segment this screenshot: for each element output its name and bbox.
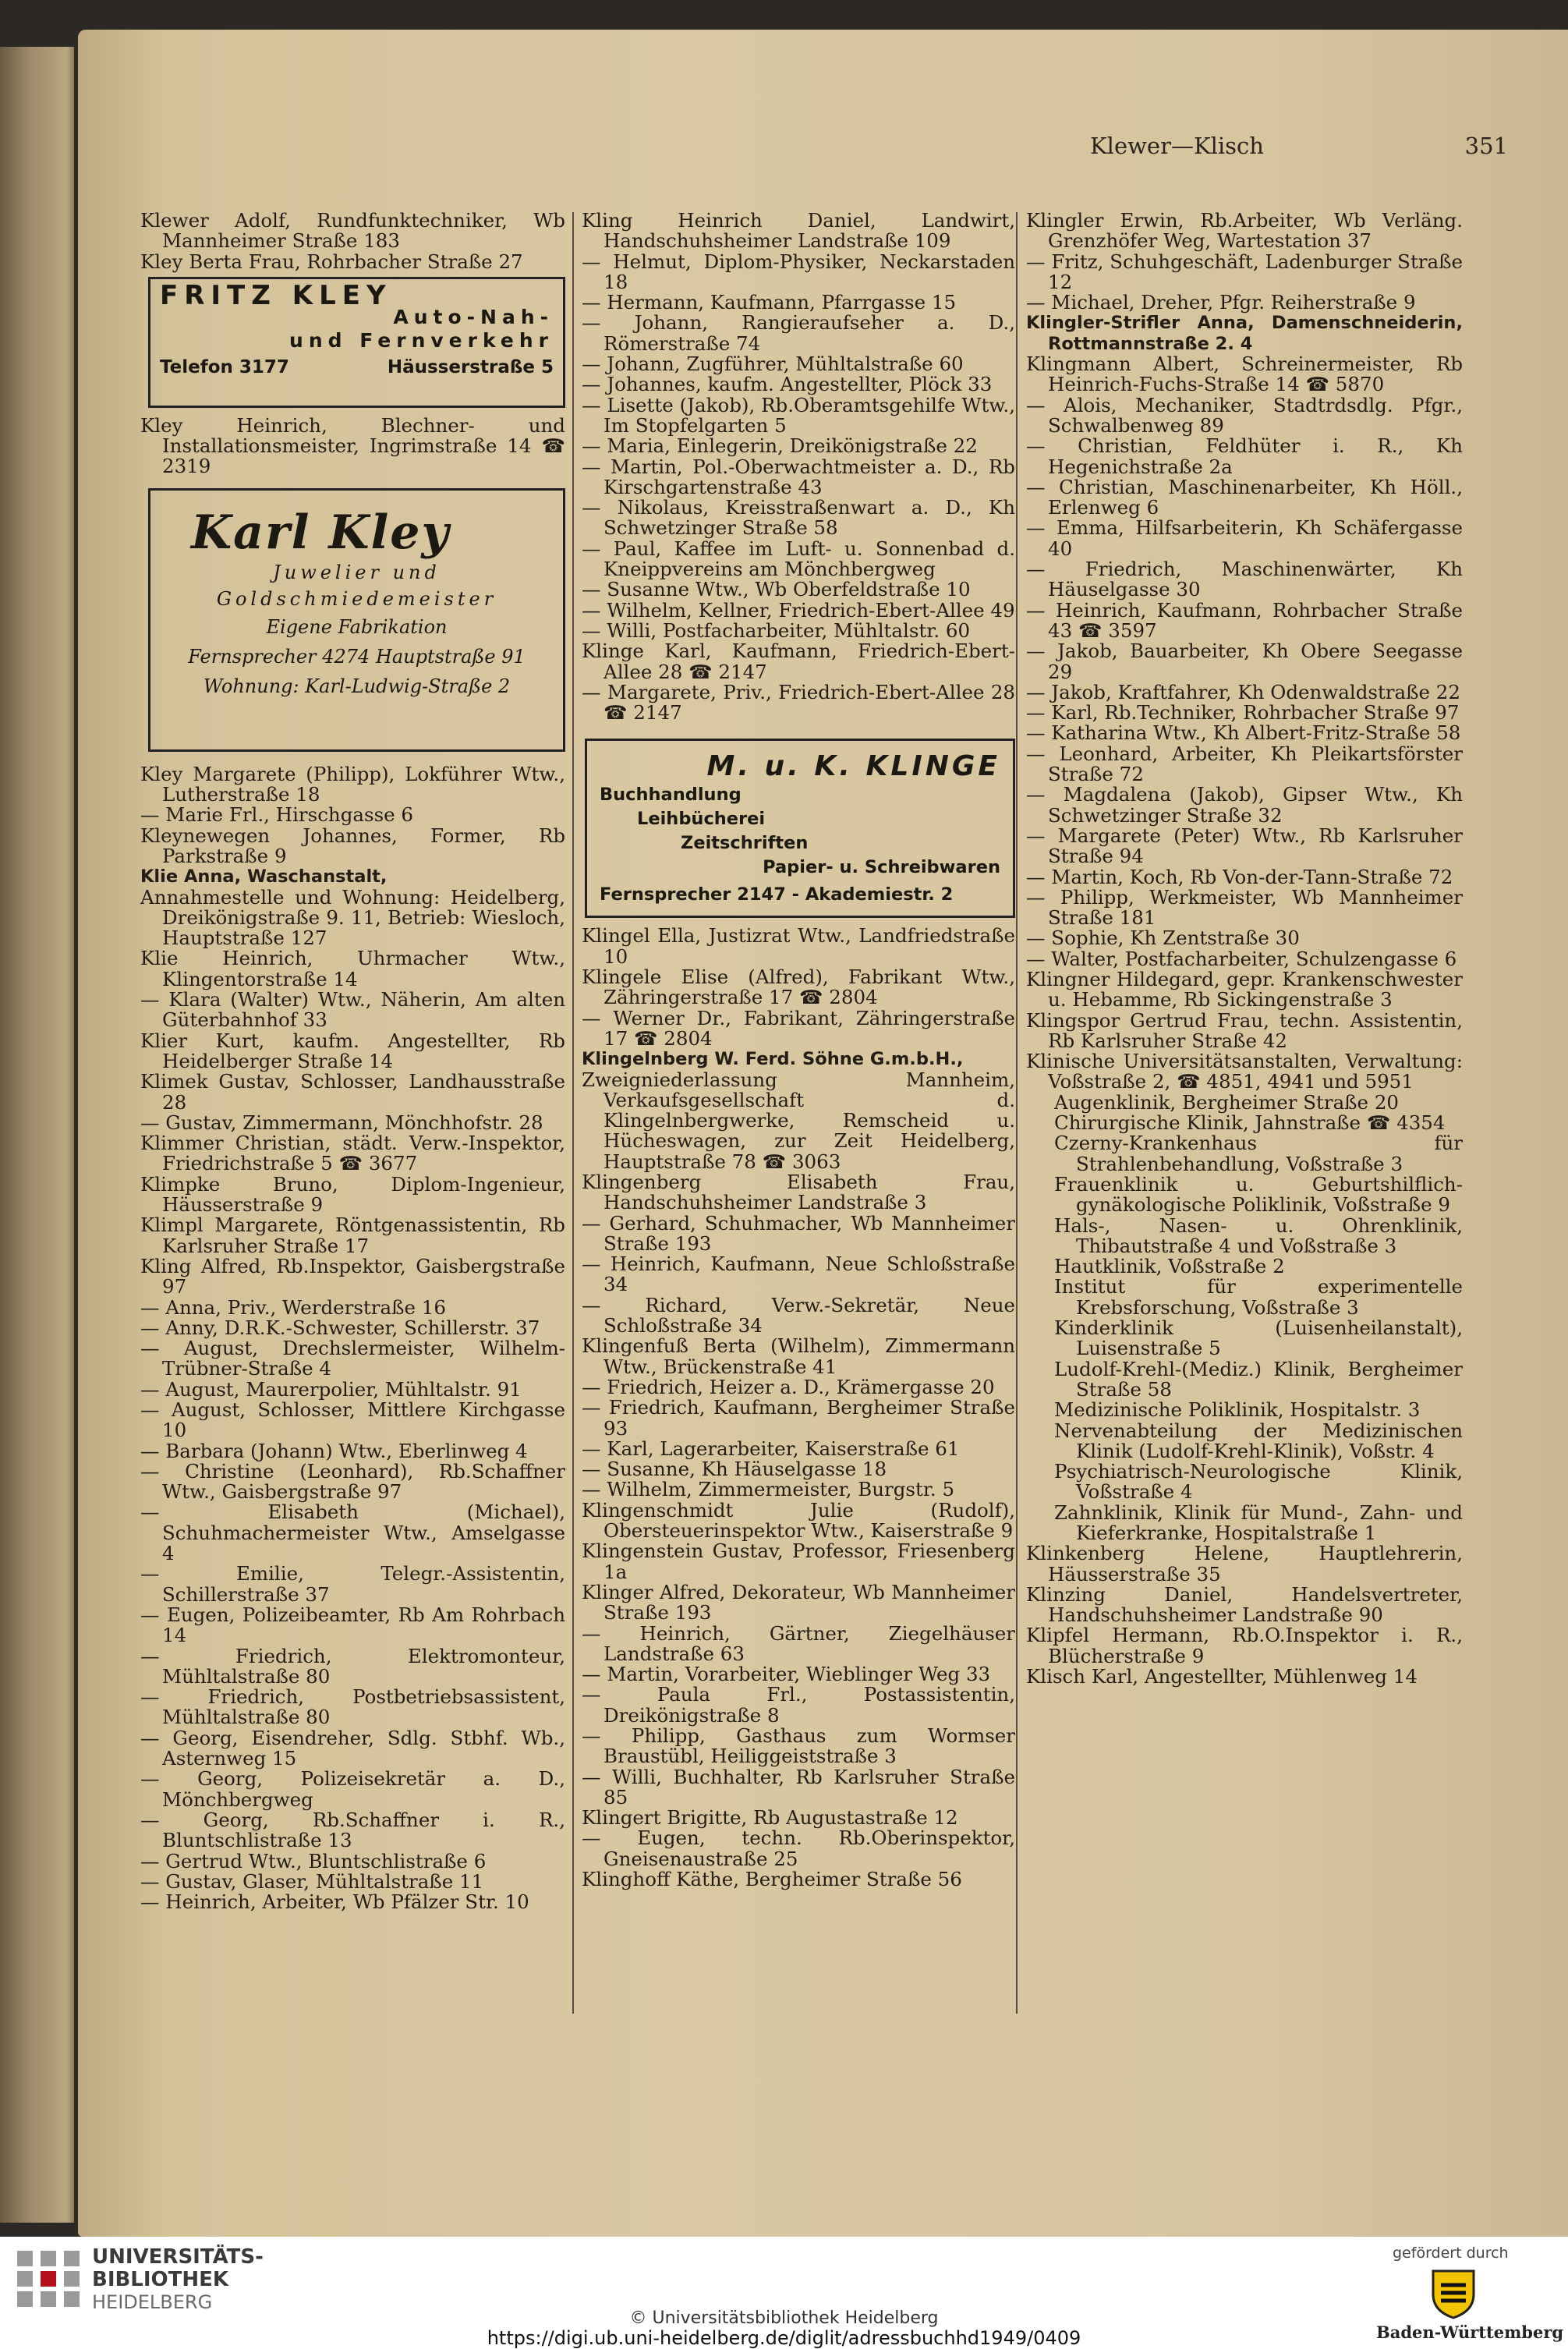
advert-klinge [585,739,1015,918]
entry: Klier Kurt, kaufm. Angestellter, Rb Heidelberger Straße 14 [140,1029,565,1072]
entry-sub: Augenklinik, Bergheimer Straße 20 [1054,1090,1400,1114]
entry: Klinge Karl, Kaufmann, Friedrich-Ebert-Allee 28 ☎ 2147 [582,640,1015,683]
entry-sub: Hals-, Nasen- u. Ohrenklinik, Thibautstraße 4 und Voßstraße 3 [1054,1213,1463,1257]
entry: — Klara (Walter) Wtw., Näherin, Am alten Güterbahnhof 33 [140,988,565,1032]
entry: Klingert Brigitte, Rb Augustastraße 12 [582,1806,958,1830]
entry: — Leonhard, Arbeiter, Kh Pleikartsförster Straße 72 [1026,742,1463,786]
entry: Klinghoff Käthe, Bergheimer Straße 56 [582,1868,962,1891]
entry: — Anna, Priv., Werderstraße 16 [140,1295,446,1319]
entry: — Karl, Lagerarbeiter, Kaiserstraße 61 [582,1437,960,1460]
entry: — Karl, Rb.Techniker, Rohrbacher Straße 97 [1026,701,1460,725]
entry: Klimmer Christian, städt. Verw.-Inspektor, Friedrichstraße 5 ☎ 3677 [140,1132,565,1175]
entry: — Elisabeth (Michael), Schuhmachermeister Wtw., Amselgasse 4 [140,1500,565,1565]
copyright-notice: © Universitätsbibliothek Heidelberg [629,2308,939,2328]
ub-heidelberg-logo [14,2246,84,2310]
entry: — Gertrud Wtw., Bluntschlistraße 6 [140,1849,487,1872]
entry-sub: Czerny-Krankenhaus für Strahlenbehandlung, Voßstraße 3 [1054,1132,1463,1175]
entry: — Susanne, Kh Häuselgasse 18 [582,1458,887,1481]
entry: — Philipp, Werkmeister, Wb Mannheimer Straße 181 [1026,885,1463,930]
entry: Klingel Ella, Justizrat Wtw., Landfriedstraße 10 [582,924,1015,968]
entry: — Christine (Leonhard), Rb.Schaffner Wtw., Gaisbergstraße 97 [140,1459,565,1504]
entry: — Martin, Vorarbeiter, Wieblinger Weg 33 [582,1663,991,1686]
entry: Klisch Karl, Angestellter, Mühlenweg 14 [1026,1665,1418,1688]
entry: — Heinrich, Gärtner, Ziegelhäuser Landstraße 63 [582,1621,1015,1665]
entry: Klimek Gustav, Schlosser, Landhausstraße 28 [140,1070,565,1114]
entry: — Alois, Mechaniker, Stadtrdsdlg. Pfgr., Schwalbenweg 89 [1026,393,1463,437]
advert-title: M. u. K. KLINGE [706,750,1000,783]
entry: — August, Schlosser, Mittlere Kirchgasse 10 [140,1398,565,1442]
advert-line: Juwelier und [273,561,441,583]
entry: — Maria, Einlegerin, Dreikönigstraße 22 [582,434,978,458]
entry: — Johann, Zugführer, Mühltalstraße 60 [582,353,964,376]
entry: Klingler Erwin, Rb.Arbeiter, Wb Verläng. Grenzhöfer Weg, Wartestation 37 [1026,209,1463,253]
entry: — Emma, Hilfsarbeiterin, Kh Schäfergasse 40 [1026,516,1463,560]
advert-phone: Telefon 3177 [160,357,289,378]
entry: — Friedrich, Heizer a. D., Krämergasse 20 [582,1375,995,1398]
entry: — Barbara (Johann) Wtw., Eberlinweg 4 [140,1439,528,1462]
entry: — Walter, Postfacharbeiter, Schulzengasse 6 [1026,947,1457,970]
entry: — Martin, Koch, Rb Von-der-Tann-Straße 72 [1026,865,1453,888]
funded-by-label: gefördert durch [1393,2244,1509,2262]
entry: — Sophie, Kh Zentstraße 30 [1026,926,1300,950]
entry-sub: Psychiatrisch-Neurologische Klinik, Voßstraße 4 [1054,1460,1463,1504]
advert-line: Eigene Fabrikation [266,615,448,638]
entry: — Gustav, Zimmermann, Mönchhofstr. 28 [140,1111,543,1134]
entry: Klipfel Hermann, Rb.O.Inspektor i. R., Blücherstraße 9 [1026,1624,1463,1667]
entry: — Eugen, techn. Rb.Oberinspektor, Gneisenaustraße 25 [582,1826,1015,1870]
entry: — Gerhard, Schuhmacher, Wb Mannheimer Straße 193 [582,1211,1015,1255]
entry: — Marie Frl., Hirschgasse 6 [140,803,414,827]
entry-bold: Klie Anna, Waschanstalt, [140,866,388,888]
running-head: Klewer—Klisch [1090,133,1264,159]
entry: Klewer Adolf, Rundfunktechniker, Wb Mannheimer Straße 183 [140,209,565,253]
entry: Klimpke Bruno, Diplom-Ingenieur, Häusserstraße 9 [140,1172,565,1217]
entry: Kley Berta Frau, Rohrbacher Straße 27 [140,250,523,273]
entry-bold: Klingler-Strifler Anna, Damenschneiderin, Rottmannstraße 2. 4 [1026,313,1463,354]
entry: Kley Heinrich, Blechner- und Installationsmeister, Ingrimstraße 14 ☎ 2319 [140,413,565,478]
entry: — Johannes, kaufm. Angestellter, Plöck 33 [582,373,993,396]
entry: — Johann, Rangieraufseher a. D., Römerstraße 74 [582,311,1015,355]
entry: — August, Maurerpolier, Mühltalstr. 91 [140,1377,522,1401]
advert-line: Auto-Nah- [393,306,554,329]
entry: — Fritz, Schuhgeschäft, Ladenburger Straße 12 [1026,250,1463,293]
entry: — Heinrich, Kaufmann, Neue Schloßstraße 34 [582,1252,1015,1296]
entry: Klinzing Daniel, Handelsvertreter, Handschuhsheimer Landstraße 90 [1026,1582,1463,1627]
advert-line: Papier- u. Schreibwaren [763,857,1000,878]
entry: Klingner Hildegard, gepr. Krankenschwester u. Hebamme, Rb Sickingenstraße 3 [1026,967,1463,1012]
entry: Klingele Elise (Alfred), Fabrikant Wtw., Zähringerstraße 17 ☎ 2804 [582,965,1015,1009]
entry: — Philipp, Gasthaus zum Wormser Braustübl, Heiliggeiststraße 3 [582,1724,1015,1768]
entry: — Paul, Kaffee im Luft- u. Sonnenbad d. Kneippvereins am Mönchbergweg [582,537,1015,581]
advert-title: Karl Kley [191,505,451,560]
entry: Klingmann Albert, Schreinermeister, Rb Heinrich-Fuchs-Straße 14 ☎ 5870 [1026,353,1463,396]
entry: Kling Alfred, Rb.Inspektor, Gaisbergstraße 97 [140,1254,565,1299]
entry-sub: Ludolf-Krehl-(Mediz.) Klinik, Bergheimer Straße 58 [1054,1357,1463,1401]
entry: — Friedrich, Maschinenwärter, Kh Häuselgasse 30 [1026,558,1463,601]
advert-fritz-kley [148,277,565,408]
entry: — Susanne Wtw., Wb Oberfeldstraße 10 [582,578,971,601]
entry: Klingenstein Gustav, Professor, Friesenberg 1a [582,1539,1015,1583]
entry: — Wilhelm, Zimmermeister, Burgstr. 5 [582,1478,955,1501]
entry-sub: Medizinische Poliklinik, Hospitalstr. 3 [1054,1398,1421,1422]
entry: — Martin, Pol.-Oberwachtmeister a. D., Rb Kirschgartenstraße 43 [582,455,1015,498]
entry: Klingenschmidt Julie (Rudolf), Obersteuerinspektor Wtw., Kaiserstraße 9 [582,1498,1015,1543]
entry-bold: Klingelnberg W. Ferd. Söhne G.m.b.H., [582,1049,964,1070]
entry: — Werner Dr., Fabrikant, Zähringerstraße 17 ☎ 2804 [582,1006,1015,1050]
library-name-line: BIBLIOTHEK [92,2268,229,2291]
entry: — Nikolaus, Kreisstraßenwart a. D., Kh Schwetzinger Straße 58 [582,496,1015,540]
entry: — Friedrich, Kaufmann, Bergheimer Straße 93 [582,1396,1015,1440]
entry: Klinger Alfred, Dekorateur, Wb Mannheimer Straße 193 [582,1580,1015,1624]
previous-page-edge [0,47,74,2223]
entry: — Emilie, Telegr.-Assistentin, Schillerstraße 37 [140,1562,565,1606]
entry: — Gustav, Glaser, Mühltalstraße 11 [140,1869,484,1893]
entry-sub: Frauenklinik u. Geburtshilflich-gynäkologische Poliklinik, Voßstraße 9 [1054,1172,1463,1217]
entry-sub: Institut für experimentelle Krebsforschung, Voßstraße 3 [1054,1275,1463,1319]
advert-line: Leihbücherei [637,809,766,830]
entry: — Margarete (Peter) Wtw., Rb Karlsruher Straße 94 [1026,824,1463,868]
entry: — Georg, Eisendreher, Sdlg. Stbhf. Wb., Asternweg 15 [140,1726,565,1770]
library-name-line: UNIVERSITÄTS- [92,2245,264,2269]
advert-line: Buchhandlung [600,785,742,806]
entry: — Paula Frl., Postassistentin, Dreikönigstraße 8 [582,1683,1015,1727]
funder-name: Baden-Württemberg [1376,2322,1564,2342]
entry: Klimpl Margarete, Röntgenassistentin, Rb Karlsruher Straße 17 [140,1213,565,1257]
entry: Kling Heinrich Daniel, Landwirt, Handschuhsheimer Landstraße 109 [582,209,1015,253]
entry: Klingspor Gertrud Frau, techn. Assistentin, Rb Karlsruher Straße 42 [1026,1008,1463,1052]
entry: Annahmestelle und Wohnung: Heidelberg, Dreikönigstraße 9. 11, Betrieb: Wiesloch, Hauptstraße 127 [140,885,565,950]
entry: — Richard, Verw.-Sekretär, Neue Schloßstraße 34 [582,1293,1015,1337]
advert-line: Zeitschriften [681,833,809,854]
entry: — Friedrich, Postbetriebsassistent, Mühltalstraße 80 [140,1685,565,1729]
column-1 [140,211,565,1912]
entry: Klinkenberg Helene, Hauptlehrerin, Häusserstraße 35 [1026,1542,1463,1585]
entry: — Heinrich, Arbeiter, Wb Pfälzer Str. 10 [140,1890,529,1914]
column-3 [1026,211,1463,1687]
advert-karl-kley [148,488,565,752]
entry-sub: Hautklinik, Voßstraße 2 [1054,1255,1285,1278]
entry: — Georg, Polizeisekretär a. D., Mönchbergweg [140,1767,565,1811]
advert-phone: Fernsprecher 2147 - Akademiestr. 2 [600,884,954,905]
advert-address: Häusserstraße 5 [387,357,554,378]
entry: — Jakob, Kraftfahrer, Kh Odenwaldstraße 22 [1026,680,1460,703]
entry: — Katharina Wtw., Kh Albert-Fritz-Straße 58 [1026,721,1461,745]
entry-sub: Nervenabteilung der Medizinischen Klinik (Ludolf-Krehl-Klinik), Voßstr. 4 [1054,1419,1463,1462]
entry: — Hermann, Kaufmann, Pfarrgasse 15 [582,291,957,314]
entry: Kleynewegen Johannes, Former, Rb Parkstraße 9 [140,824,565,867]
entry: — Christian, Maschinenarbeiter, Kh Höll., Erlenweg 6 [1026,475,1463,519]
entry: — Christian, Feldhüter i. R., Kh Hegenichstraße 2a [1026,434,1463,478]
entry: — Willi, Buchhalter, Rb Karlsruher Straße 85 [582,1765,1015,1809]
entry: Kley Margarete (Philipp), Lokführer Wtw., Lutherstraße 18 [140,762,565,806]
advert-line: Goldschmiedemeister [216,587,497,610]
entry: — Magdalena (Jakob), Gipser Wtw., Kh Schwetzinger Straße 32 [1026,783,1463,827]
entry: Klingenfuß Berta (Wilhelm), Zimmermann Wtw., Brückenstraße 41 [582,1334,1015,1378]
entry: — Eugen, Polizeibeamter, Rb Am Rohrbach 14 [140,1603,565,1647]
advert-address: Wohnung: Karl-Ludwig-Straße 2 [203,675,511,697]
advert-title: FRITZ KLEY [160,279,392,311]
entry: — Friedrich, Elektromonteur, Mühltalstraße 80 [140,1644,565,1688]
column-rule [1016,212,1018,2014]
entry: Klie Heinrich, Uhrmacher Wtw., Klingentorstraße 14 [140,947,565,990]
entry: — Wilhelm, Kellner, Friedrich-Ebert-Allee 49 [582,598,1015,622]
entry: — Jakob, Bauarbeiter, Kh Obere Seegasse 29 [1026,640,1463,683]
column-rule [572,212,574,2014]
entry: Klinische Universitätsanstalten, Verwaltung: Voßstraße 2, ☎ 4851, 4941 und 5951 [1026,1050,1463,1093]
page-number: 351 [1464,133,1508,159]
library-name-line: HEIDELBERG [92,2291,213,2313]
entry-sub: Kinderklinik (Luisenheilanstalt), Luisenstraße 5 [1054,1316,1463,1360]
entry: — Michael, Dreher, Pfgr. Reiherstraße 9 [1026,291,1416,314]
entry: — Margarete, Priv., Friedrich-Ebert-Allee 28 ☎ 2147 [582,680,1015,725]
library-name [92,2246,264,2314]
entry: — Lisette (Jakob), Rb.Oberamtsgehilfe Wtw., Im Stopfelgarten 5 [582,393,1015,437]
entry: — Helmut, Diplom-Physiker, Neckarstaden 18 [582,250,1015,293]
page-header [1090,133,1508,159]
entry: Zweigniederlassung Mannheim, Verkaufsgesellschaft d. Klingelnbergwerke, Remscheid u. Hücheswagen, zur Zeit Heidelberg, Hauptstraße 78 ☎ 3063 [582,1068,1015,1173]
advert-phone: Fernsprecher 4274 Hauptstraße 91 [188,645,526,668]
entry: — Georg, Rb.Schaffner i. R., Bluntschlistraße 13 [140,1808,565,1852]
entry: — Willi, Postfacharbeiter, Mühltalstr. 60 [582,618,971,642]
column-2 [582,211,1015,1890]
viewer-footer [0,2237,1568,2349]
entry: Klingenberg Elisabeth Frau, Handschuhsheimer Landstraße 3 [582,1170,1015,1214]
entry-sub: Zahnklinik, Klinik für Mund-, Zahn- und Kieferkranke, Hospitalstraße 1 [1054,1500,1463,1544]
permalink[interactable]: https://digi.ub.uni-heidelberg.de/diglit/adressbuchhd1949/0409 [487,2327,1081,2349]
entry-sub: Chirurgische Klinik, Jahnstraße ☎ 4354 [1054,1111,1446,1135]
advert-line: und Fernverkehr [289,329,554,353]
entry: — Anny, D.R.K.-Schwester, Schillerstr. 37 [140,1316,540,1339]
entry: — Heinrich, Kaufmann, Rohrbacher Straße 43 ☎ 3597 [1026,598,1463,642]
baden-wuerttemberg-seal-icon [1430,2268,1477,2319]
entry: — August, Drechslermeister, Wilhelm-Trübner-Straße 4 [140,1337,565,1380]
